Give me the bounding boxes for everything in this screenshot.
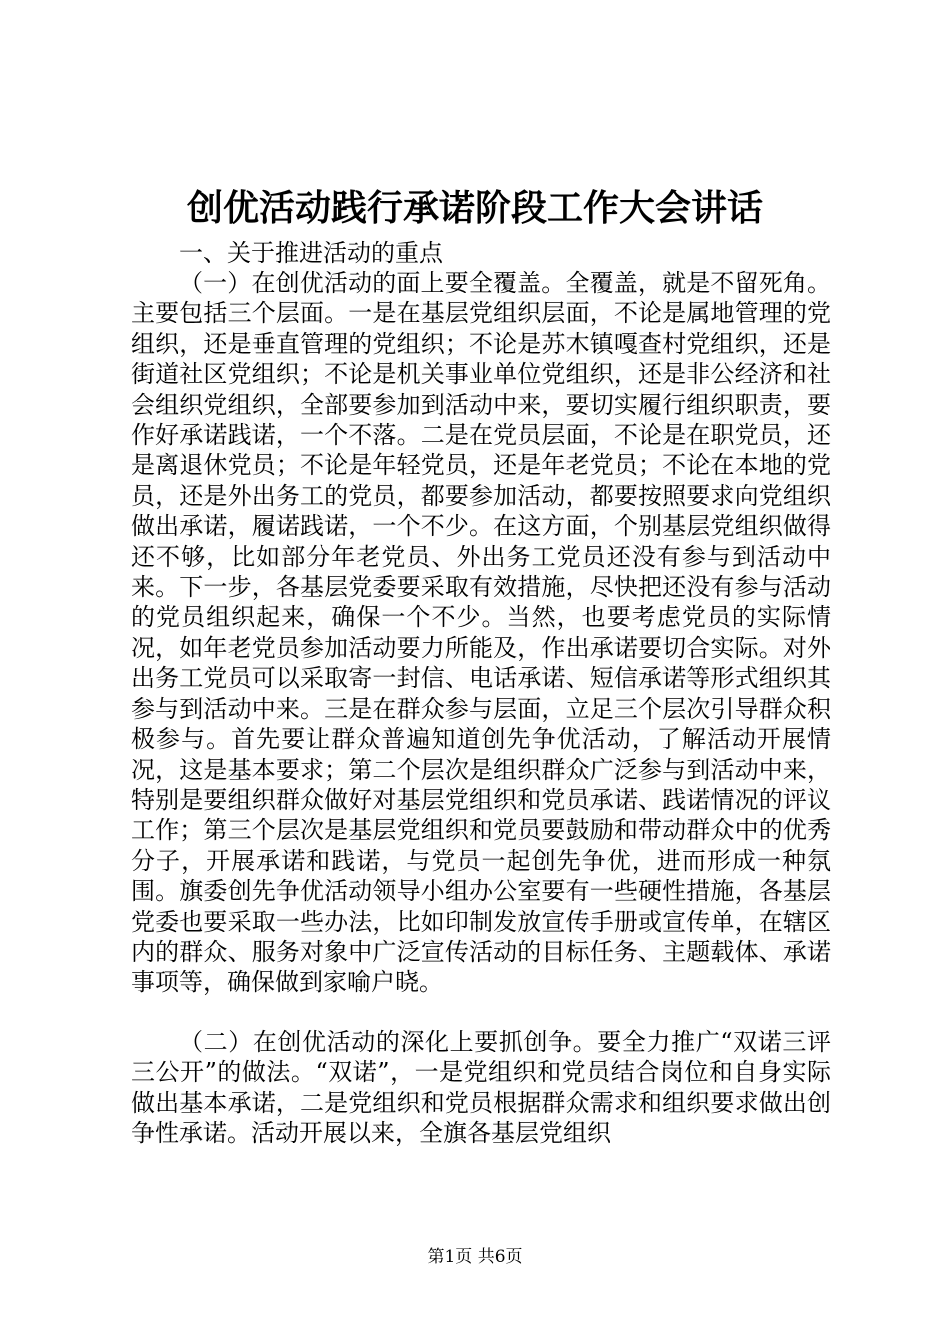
section-heading: 一、关于推进活动的重点 [179, 239, 443, 267]
paragraph-2: （二）在创优活动的深化上要抓创争。要全力推广“双诺三评三公开”的做法。“双诺”，一是党组织和党员结合岗位和自身实际做出基本承诺，二是党组织和党员根据群众需求和组织要求做出创争性承诺。活动开展以来，全旗各基层党组织 [131, 1028, 831, 1148]
paragraph-1: （一）在创优活动的面上要全覆盖。全覆盖，就是不留死角。主要包括三个层面。一是在基层党组织层面，不论是属地管理的党组织，还是垂直管理的党组织；不论是苏木镇嘎查村党组织，还是街道社区党组织；不论是机关事业单位党组织，还是非公经济和社会组织党组织，全部要参加到活动中来，要切实履行组织职责，要作好承诺践诺，一个不落。二是在党员层面，不论是在职党员，还是离退休党员；不论是年轻党员，还是年老党员；不论在本地的党员，还是外出务工的党员，都要参加活动，都要按照要求向党组织做出承诺，履诺践诺，一个不少。在这方面，个别基层党组织做得还不够，比如部分年老党员、外出务工党员还没有参与到活动中来。下一步，各基层党委要采取有效措施，尽快把还没有参与活动的党员组织起来，确保一个不少。当然，也要考虑党员的实际情况，如年老党员参加活动要力所能及，作出承诺要切合实际。对外出务工党员可以采取寄一封信、电话承诺、短信承诺等形式组织其参与到活动中来。三是在群众参与层面，立足三个层次引导群众积极参与。首先要让群众普遍知道创先争优活动，了解活动开展情况，这是基本要求；第二个层次是组织群众广泛参与到活动中来，特别是要组织群众做好对基层党组织和党员承诺、践诺情况的评议工作；第三个层次是基层党组织和党员要鼓励和带动群众中的优秀分子，开展承诺和践诺，与党员一起创先争优，进而形成一种氛围。旗委创先争优活动领导小组办公室要有一些硬性措施，各基层党委也要采取一些办法，比如印制发放宣传手册或宣传单，在辖区内的群众、服务对象中广泛宣传活动的目标任务、主题载体、承诺事项等，确保做到家喻户晓。 [131, 269, 831, 997]
page-number-footer: 第1页 共6页 [427, 1247, 523, 1267]
document-title: 创优活动践行承诺阶段工作大会讲话 [186, 187, 763, 229]
